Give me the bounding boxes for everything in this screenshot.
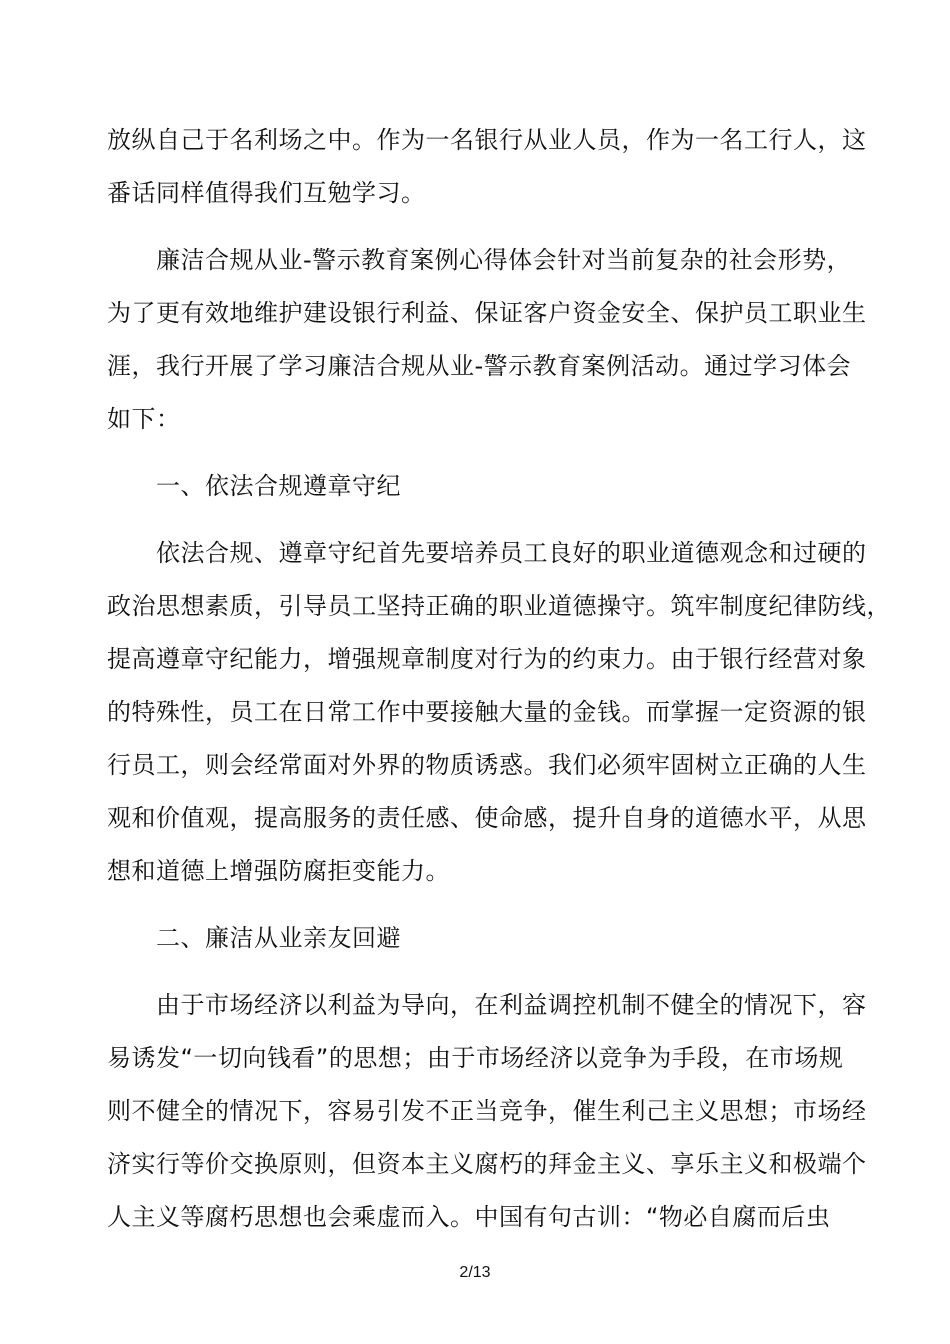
heading-line: 二、廉洁从业亲友回避 [156,924,401,952]
text-line: 由于市场经济以利益为导向，在利益调控机制不健全的情况下，容 [156,991,867,1019]
text-line: 如下： [107,405,181,433]
document-body [107,114,891,1244]
paragraph-continuation [107,114,867,220]
text-line: 想和道德上增强防腐拒变能力。 [107,857,450,885]
text-line: 依法合规、遵章守纪首先要培养员工良好的职业道德观念和过硬的 [156,539,867,567]
section-heading-1 [107,460,847,513]
text-line: 涯，我行开展了学习廉洁合规从业-警示教育案例活动。通过学习体会 [107,352,852,380]
text-line: 则不健全的情况下，容易引发不正当竞争，催生利己主义思想；市场经 [107,1097,867,1125]
text-line: 放纵自己于名利场之中。作为一名银行从业人员，作为一名工行人，这 [107,126,867,154]
paragraph-section-1 [107,527,891,898]
text-line: 行员工，则会经常面对外界的物质诱惑。我们必须牢固树立正确的人生 [107,751,867,779]
text-line: 为了更有效地维护建设银行利益、保证客户资金安全、保护员工职业生 [107,299,867,327]
heading-line: 一、依法合规遵章守纪 [156,472,401,500]
section-heading-2 [107,912,847,965]
text-line: 观和价值观，提高服务的责任感、使命感，提升自身的道德水平，从思 [107,804,867,832]
text-line: 廉洁合规从业-警示教育案例心得体会针对当前复杂的社会形势， [156,246,852,274]
text-line: 的特殊性，员工在日常工作中要接触大量的金钱。而掌握一定资源的银 [107,698,867,726]
text-line: 济实行等价交换原则，但资本主义腐朽的拜金主义、享乐主义和极端个 [107,1150,867,1178]
page-number: 2/13 [459,1264,491,1281]
paragraph-intro [107,234,867,446]
paragraph-section-2 [107,979,867,1244]
text-line: 易诱发“一切向钱看”的思想；由于市场经济以竞争为手段，在市场规 [107,1044,844,1072]
text-line: 人主义等腐朽思想也会乘虚而入。中国有句古训：“物必自腐而后虫 [107,1203,831,1231]
text-line: 番话同样值得我们互勉学习。 [107,179,426,207]
text-line: 提高遵章守纪能力，增强规章制度对行为的约束力。由于银行经营对象 [107,645,867,673]
text-line: 政治思想素质，引导员工坚持正确的职业道德操守。筑牢制度纪律防线， [107,592,891,620]
